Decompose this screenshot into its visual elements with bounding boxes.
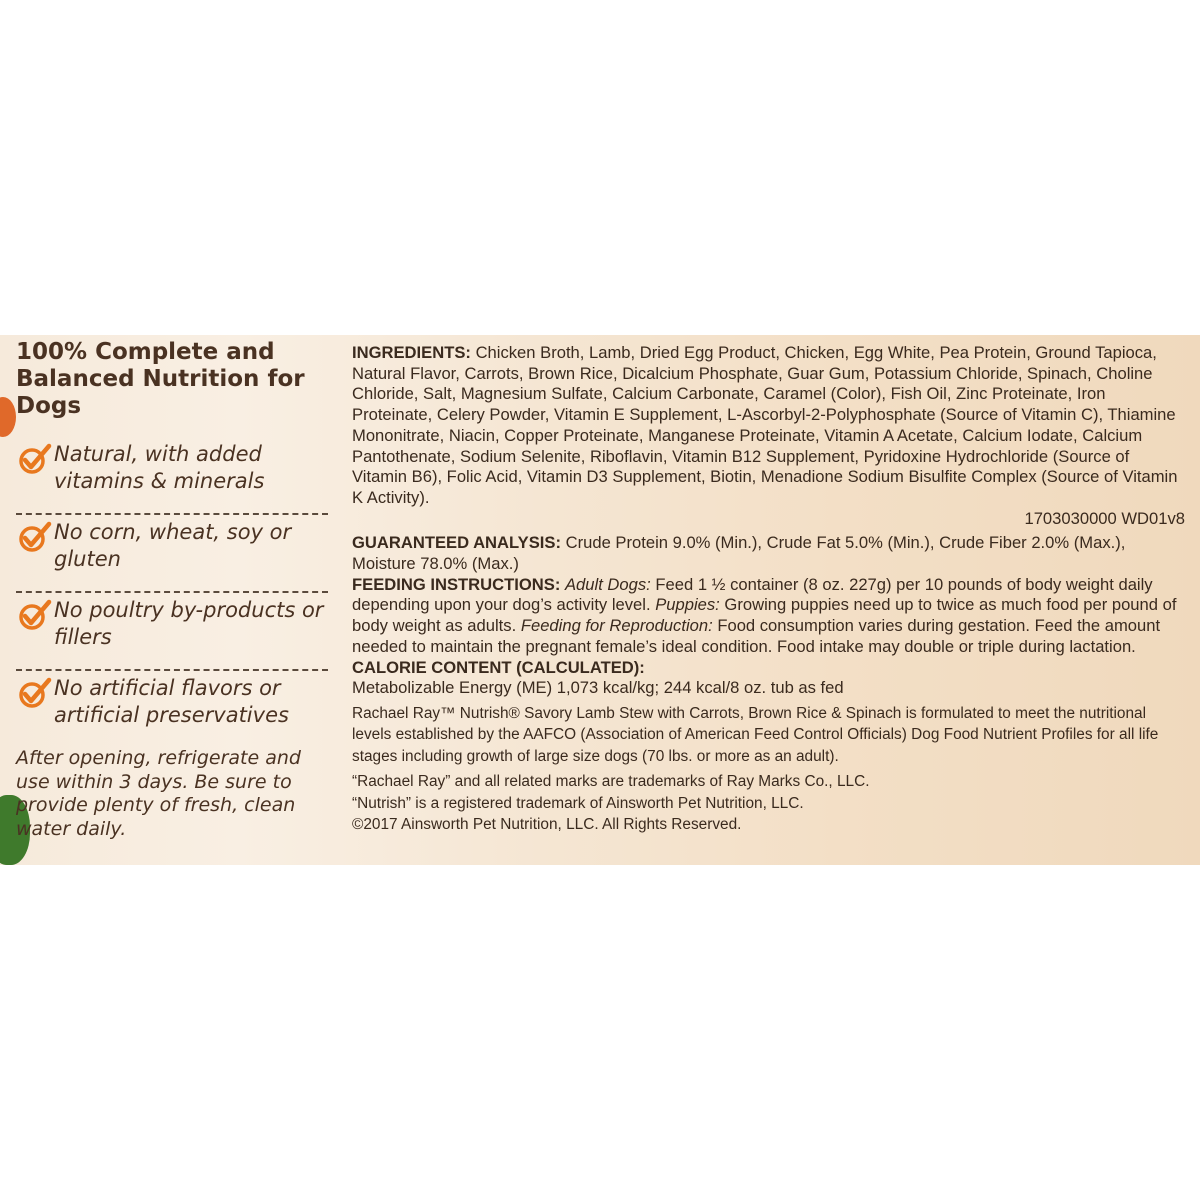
feeding-adult-text: Feed 1 ½ container (8 oz. 227g) per 10 pounds of body weight daily depending upon your dog’s activity level. (352, 574, 1153, 615)
checkmark-icon (18, 677, 52, 709)
checkmark-icon (18, 521, 52, 553)
storage-note: After opening, refrigerate and use within 3 days. Be sure to provide plenty of fresh, clean water daily. (16, 747, 301, 840)
feeding-adult-label: Adult Dogs: (564, 574, 651, 594)
trademark-line: “Nutrish” is a registered trademark of Ainsworth Pet Nutrition, LLC. (352, 794, 804, 812)
claim-item (16, 593, 328, 671)
claim-item (16, 437, 328, 515)
trademark-line: “Rachael Ray” and all related marks are trademarks of Ray Marks Co., LLC. (352, 773, 870, 791)
claim-text: No corn, wheat, soy or gluten (54, 520, 292, 571)
claim-text: Natural, with added vitamins & minerals (54, 442, 265, 493)
feeding-reproduction-label: Feeding for Reproduction: (520, 616, 713, 636)
calorie-heading: CALORIE CONTENT (CALCULATED): (352, 657, 645, 677)
ingredients-section (352, 343, 1187, 509)
feeding-reproduction-text: Food consumption varies during gestation. Feed the amount needed to maintain the pregnant female’s ideal condition. Food intake may double or triple during lactation. (352, 616, 1161, 656)
guaranteed-analysis-heading: GUARANTEED ANALYSIS: (352, 533, 561, 553)
feeding-heading: FEEDING INSTRUCTIONS: (352, 574, 561, 594)
claims-panel (0, 335, 330, 865)
product-label-panel (0, 335, 1200, 865)
ingredients-text: Chicken Broth, Lamb, Dried Egg Product, Chicken, Egg White, Pea Protein, Ground Tapioca, Natural Flavor, Carrots, Brown Rice, Dicalcium Phosphate, Guar Gum, Potassium Chloride, Spinach, Choline Chloride, Salt, Magnesium Sulfate, Calcium Carbonate, Caramel (Color), Fish Oil, Zinc Proteinate, Iron Proteinate, Celery Powder, Vitamin E Supplement, L-Ascorbyl-2-Polyphosphate (Source of Vitamin C), Thiamine Mononitrate, Niacin, Copper Proteinate, Manganese Proteinate, Vitamin A Acetate, Calcium Iodate, Calcium Pantothenate, Sodium Selenite, Riboflavin, Vitamin B12 Supplement, Pyridoxine Hydrochloride (Source of Vitamin B6), Folic Acid, Vitamin D3 Supplement, Biotin, Menadione Sodium Bisulfite Complex (Source of Vitamin K Activity). (352, 343, 1178, 507)
guaranteed-analysis-section (352, 533, 1187, 574)
nutrition-claim-title: 100% Complete and Balanced Nutrition for Dogs (16, 339, 305, 419)
calorie-text: Metabolizable Energy (ME) 1,073 kcal/kg; 244 kcal/8 oz. tub as fed (352, 678, 844, 698)
claim-item (16, 671, 328, 749)
feeding-puppies-text: Growing puppies need up to twice as much food per pound of body weight as adults. (352, 595, 1177, 636)
claim-item (16, 515, 328, 593)
claims-list (16, 437, 328, 749)
copyright-line: ©2017 Ainsworth Pet Nutrition, LLC. All Rights Reserved. (352, 815, 742, 833)
feeding-instructions-section (352, 575, 1187, 658)
aafco-statement: Rachael Ray™ Nutrish® Savory Lamb Stew with Carrots, Brown Rice & Spinach is formulated to meet the nutritional levels established by the AAFCO (Association of American Feed Control Officials) Dog Food Nutrient Profiles for all life stages including growth of large size dogs (70 lbs. or more as an adult). (352, 704, 1159, 765)
feeding-puppies-label: Puppies: (655, 595, 720, 615)
guaranteed-analysis-text: Crude Protein 9.0% (Min.), Crude Fat 5.0% (Min.), Crude Fiber 2.0% (Max.), Moisture 78.0% (Max.) (352, 533, 1126, 574)
lot-code: 1703030000 WD01v8 (1024, 508, 1185, 528)
label-details (352, 343, 1187, 835)
checkmark-icon (18, 599, 52, 631)
carrot-illustration (0, 397, 16, 437)
claim-text: No poultry by-products or fillers (54, 598, 324, 649)
claim-text: No artificial flavors or artificial preservatives (54, 676, 289, 727)
ingredients-heading: INGREDIENTS: (352, 343, 471, 362)
checkmark-icon (18, 443, 52, 475)
